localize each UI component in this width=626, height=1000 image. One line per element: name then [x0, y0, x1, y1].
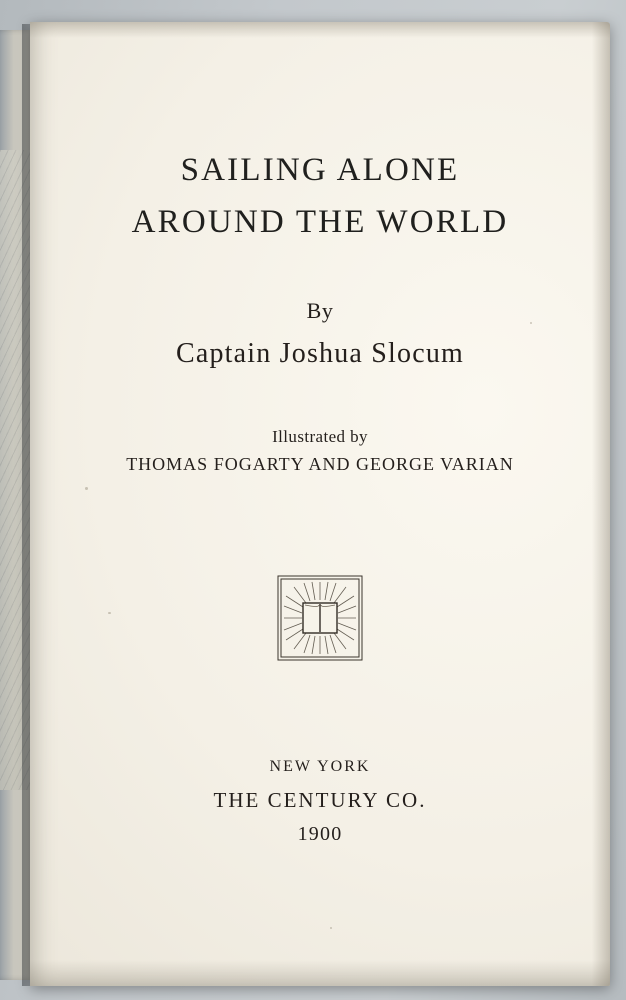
book-title-line-2: AROUND THE WORLD: [131, 204, 509, 240]
publisher-device-sunburst-book-icon: [272, 570, 368, 666]
imprint-publisher: THE CENTURY CO.: [213, 788, 427, 812]
book-title: [30, 144, 610, 248]
book-title-line-1: SAILING ALONE: [180, 152, 460, 188]
byline-word: By: [306, 298, 334, 323]
title-page: [30, 22, 610, 986]
illustrated-by-label: Illustrated by: [272, 427, 368, 446]
title-page-content: [30, 22, 610, 986]
imprint-year: 1900: [297, 823, 343, 845]
illustrator-names: THOMAS FOGARTY AND GEORGE VARIAN: [126, 454, 514, 474]
author-name: Captain Joshua Slocum: [175, 338, 465, 369]
imprint-city: NEW YORK: [269, 758, 371, 775]
imprint-block: [30, 758, 610, 846]
